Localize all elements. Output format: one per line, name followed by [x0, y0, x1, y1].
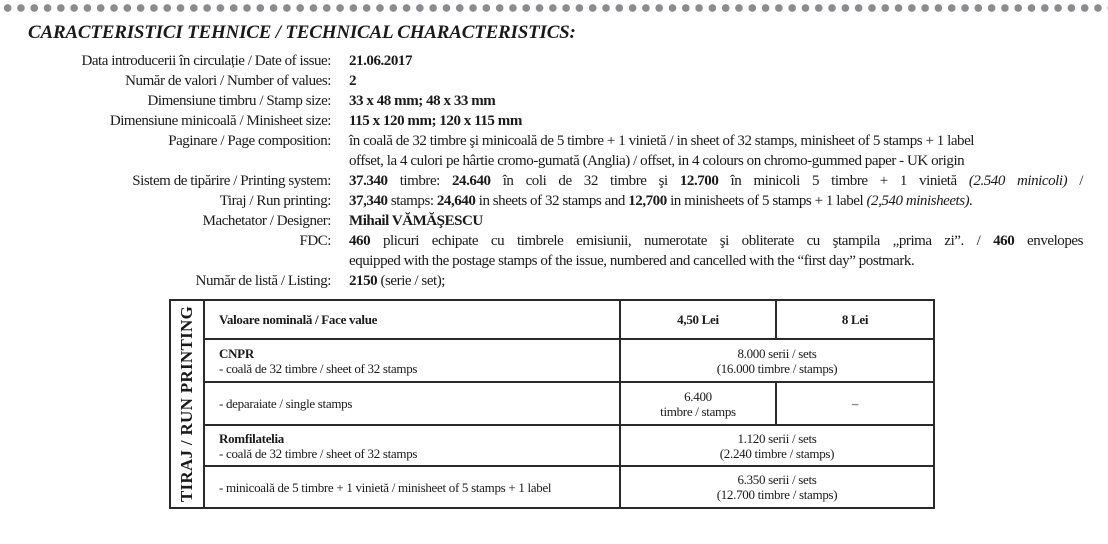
header-col-2: 8 Lei [776, 300, 934, 339]
spec-minisheet-size [0, 111, 1108, 131]
fdc-count: 460 [349, 233, 371, 249]
value-line: (12.700 timbre / stamps) [716, 487, 838, 502]
header-label: Valoare nominală / Face value [204, 300, 620, 339]
value-line: (16.000 timbre / stamps) [716, 360, 838, 376]
spec-values [0, 71, 1108, 91]
header-col-1: 4,50 Lei [620, 300, 776, 339]
run-printing-table [169, 299, 935, 509]
table-row [170, 339, 934, 382]
row-subtitle: - coală de 32 timbre / sheet of 32 stamps [219, 445, 418, 461]
spec-stamp-size [0, 91, 1108, 111]
fdc-line-2: equipped with the postage stamps of the issue, numbered and cancelled with the “first day” postmark. [349, 253, 915, 269]
spec-value [349, 231, 1083, 271]
row-subtitle: - minicoală de 5 timbre + 1 vinietă / minisheet of 5 stamps + 1 label [219, 479, 552, 495]
spec-label: Sistem de tipărire / Printing system: [132, 173, 331, 189]
stamp-size-value: 33 x 48 mm; 48 x 33 mm [349, 93, 496, 109]
row-value [620, 339, 934, 382]
text: timbre: [387, 173, 452, 189]
row-title: Romfilatelia [219, 430, 284, 446]
row-subtitle: - coală de 32 timbre / sheet of 32 stamps [219, 360, 418, 376]
row-subtitle: - deparaiate / single stamps [219, 396, 353, 411]
spec-value [349, 91, 1083, 111]
value-line: 1.120 serii / sets [737, 430, 817, 446]
value-line: 6.400 [684, 388, 712, 404]
composition-line-1: în coală de 32 timbre şi minicoală de 5 timbre + 1 vinietă / in sheet of 32 stamps, minisheet of 5 stamps + 1 label [349, 133, 975, 149]
row-desc [204, 339, 620, 382]
date-value: 21.06.2017 [349, 53, 413, 69]
spec-label: Număr de listă / Listing: [195, 273, 331, 289]
spec-label: Machetator / Designer: [202, 213, 331, 229]
row-title: CNPR [219, 345, 254, 361]
text: în coli de 32 timbre şi [490, 173, 680, 189]
table-row [170, 382, 934, 425]
designer-name: Mihail VĂMĂŞESCU [349, 213, 483, 229]
text: stamps: [387, 193, 437, 209]
side-label: TIRAJ / RUN PRINTING [177, 305, 196, 503]
text: în minicoli 5 timbre + 1 vinietă [718, 173, 969, 189]
minisheet-stamps: 12.700 [679, 173, 719, 189]
spec-label: Dimensiune minicoală / Minisheet size: [109, 113, 331, 129]
row-value [620, 466, 934, 508]
dotted-border [0, 3, 1108, 13]
value-line: 6.350 serii / sets [737, 472, 817, 487]
spec-value [349, 271, 1083, 291]
value-line: timbre / stamps [660, 403, 736, 419]
spec-listing [0, 271, 1108, 291]
sheet-stamps: 24.640 [452, 173, 491, 189]
spec-label: Paginare / Page composition: [168, 133, 331, 149]
row-value [620, 425, 934, 466]
table-header-row [170, 300, 934, 339]
spec-value [349, 71, 1083, 91]
sheet-stamps: 24,640 [436, 193, 476, 209]
spec-label: Număr de valori / Number of values: [125, 73, 331, 89]
table-row [170, 425, 934, 466]
row-desc [204, 425, 620, 466]
spec-printing-system [0, 171, 1108, 191]
text: plicuri echipate cu timbrele emisiunii, numerotate şi obliterate cu ştampila „prima zi”. / [370, 233, 994, 249]
minisheet-size-value: 115 x 120 mm; 120 x 115 mm [349, 113, 522, 129]
section-heading: CARACTERISTICI TEHNICE / TECHNICAL CHARACTERISTICS: [28, 22, 576, 43]
total-stamps: 37.340 [349, 173, 388, 189]
spec-label: Dimensiune timbru / Stamp size: [147, 93, 331, 109]
row-value-col-1 [620, 382, 776, 425]
spec-value [349, 191, 1083, 211]
spec-value [349, 171, 1083, 191]
spec-value [349, 111, 1083, 131]
table-row [170, 466, 934, 508]
text: in sheets of 32 stamps and [475, 193, 629, 209]
spec-value [349, 211, 1083, 231]
spec-value [349, 51, 1083, 71]
spec-label: Data introducerii în circulație / Date of issue: [81, 53, 331, 69]
row-desc [204, 466, 620, 508]
text: / [1067, 173, 1083, 189]
total-stamps: 37,340 [349, 193, 388, 209]
specs-list [0, 51, 1108, 291]
minisheet-stamps: 12,700 [628, 193, 667, 209]
row-value-col-2: – [776, 382, 934, 425]
spec-date [0, 51, 1108, 71]
spec-page-composition [0, 131, 1108, 171]
composition-line-2: offset, la 4 culori pe hârtie cromo-gumată (Anglia) / offset, in 4 colours on chromo-gummed paper - UK origin [349, 153, 965, 169]
minisheet-count: (2.540 minicoli) [968, 173, 1068, 189]
spec-value [349, 131, 1083, 171]
spec-label: Tiraj / Run printing: [219, 193, 331, 209]
fdc-line-1 [349, 231, 1083, 251]
spec-designer [0, 211, 1108, 231]
spec-run-printing [0, 191, 1108, 211]
text: envelopes [1014, 233, 1083, 249]
text: (serie / set); [377, 273, 446, 289]
row-desc [204, 382, 620, 425]
fdc-count: 460 [993, 233, 1015, 249]
minisheet-count: (2,540 minisheets). [866, 193, 973, 209]
text: in minisheets of 5 stamps + 1 label [666, 193, 867, 209]
spec-label: FDC: [299, 233, 331, 249]
value-line: 8.000 serii / sets [737, 345, 817, 361]
value-line: (2.240 timbre / stamps) [719, 445, 835, 461]
spec-fdc [0, 231, 1108, 271]
side-label-cell [170, 300, 204, 508]
values-count: 2 [349, 73, 357, 89]
listing-number: 2150 [349, 273, 378, 289]
